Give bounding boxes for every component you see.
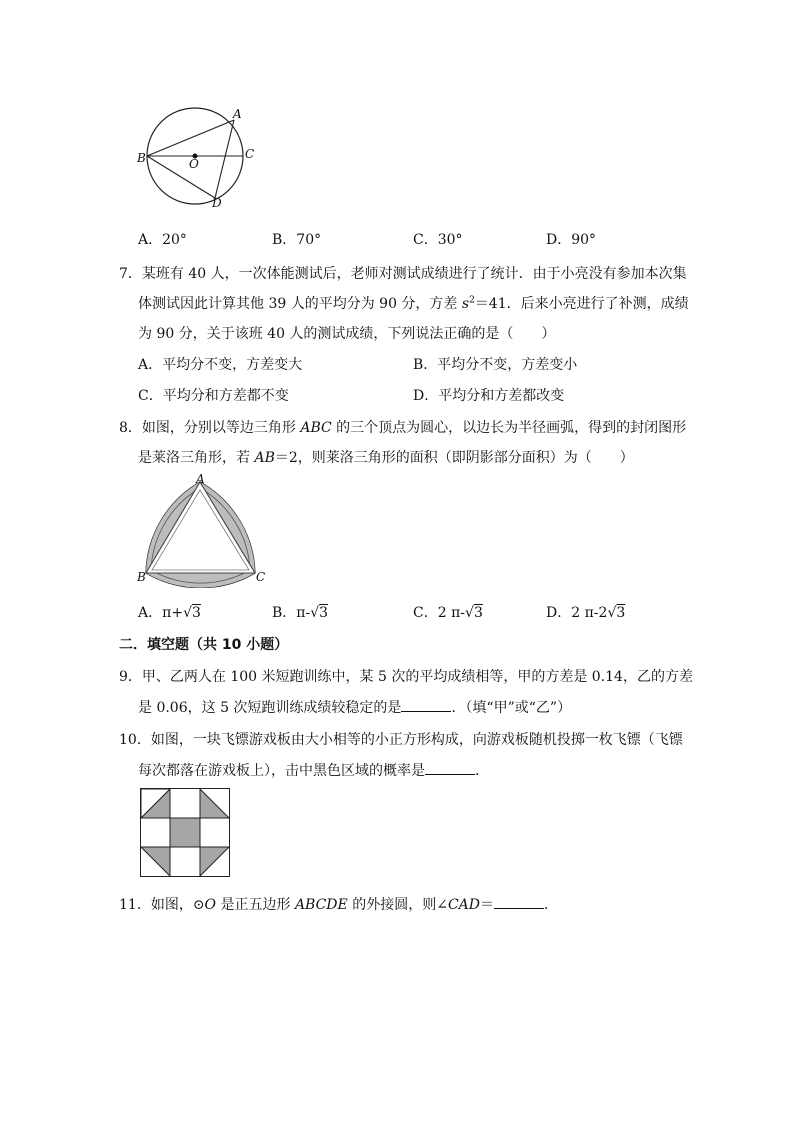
center-square (170, 818, 200, 847)
q9-line-1: 9．甲、乙两人在 100 米短跑训练中，某 5 次的平均成绩相等，甲的方差是 0.14，乙的方差 (119, 669, 693, 685)
chord-bd (147, 156, 215, 198)
q9-answer-blank[interactable] (401, 697, 451, 712)
q7-option-b: B．平均分不变，方差变小 (413, 357, 578, 373)
q6-label-b: B (137, 151, 146, 165)
q8-line-2: 是莱洛三角形，若 AB＝2，则莱洛三角形的面积（即阴影部分面积）为（ ） (138, 450, 634, 466)
q10-line-1: 10．如图，一块飞镖游戏板由大小相等的小正方形构成，向游戏板随机投掷一枚飞镖（飞镖 (119, 732, 683, 748)
chord-ad (215, 120, 234, 198)
q6-option-a: A．20° (138, 232, 187, 248)
q10-answer-blank[interactable] (425, 760, 475, 775)
q8-label-c: C (256, 570, 266, 584)
q11-line: 11．如图，⊙O 是正五边形 ABCDE 的外接圆，则∠CAD＝ ． (119, 894, 558, 914)
q7-option-d: D．平均分和方差都改变 (413, 388, 565, 404)
q8-reuleaux-figure (138, 478, 268, 588)
q6-label-o: O (189, 157, 199, 171)
q10-line-2: 每次都落在游戏板上），击中黑色区域的概率是 ． (138, 760, 489, 780)
q7-line-2: 体测试因此计算其他 39 人的平均分为 90 分，方差 $s^2=41$．后来小亮进行了补测，成绩 (138, 295, 689, 312)
q8-line-1: 8．如图，分别以等边三角形 ABC 的三个顶点为圆心，以边长为半径画弧，得到的封闭图形 (119, 420, 687, 436)
q7-line-1: 7．某班有 40 人，一次体能测试后，老师对测试成绩进行了统计．由于小亮没有参加本次集 (119, 266, 687, 282)
q6-option-c: C．30° (413, 232, 463, 248)
q6-label-d: D (212, 196, 222, 210)
q10-dartboard-figure (140, 788, 231, 878)
q8-option-d: D．2 π-2√3 (546, 605, 626, 621)
q7-option-a: A．平均分不变，方差变大 (138, 357, 303, 373)
q6-option-b: B．70° (272, 232, 322, 248)
q9-line-2: 是 0.06，这 5 次短跑训练成绩较稳定的是 ．（填“甲”或“乙”） (138, 697, 571, 717)
q6-label-a: A (233, 107, 242, 121)
section-heading: 二．填空题（共 10 小题） (119, 637, 289, 653)
q11-answer-blank[interactable] (494, 894, 544, 909)
q6-option-d: D．90° (546, 232, 597, 248)
q7-option-c: C．平均分和方差都不变 (138, 388, 289, 404)
q8-label-a: A (196, 472, 205, 486)
q7-line-3: 为 90 分，关于该班 40 人的测试成绩，下列说法正确的是（ ） (138, 326, 556, 342)
q6-label-c: C (245, 147, 255, 161)
q8-option-a: A．π+√3 (138, 605, 201, 621)
q8-option-c: C．2 π-√3 (413, 605, 483, 621)
chord-ba (147, 120, 234, 156)
q8-label-b: B (137, 570, 146, 584)
q8-option-b: B．π-√3 (272, 605, 329, 621)
